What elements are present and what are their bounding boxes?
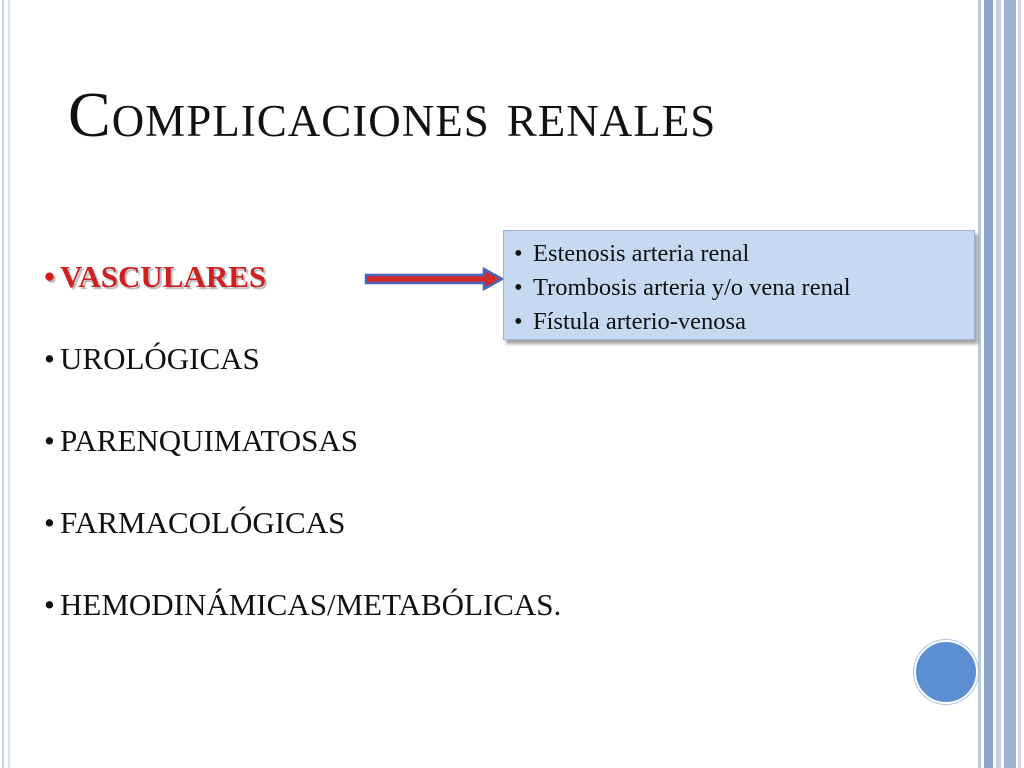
slide-title: Complicaciones renales: [68, 79, 717, 150]
bullet-list: [44, 255, 561, 665]
left-border-line: [2, 0, 4, 768]
right-arrow-icon: [364, 266, 504, 292]
callout-item-label: Estenosis arteria renal: [533, 240, 750, 267]
callout-item: [514, 305, 974, 339]
right-stripe: [996, 0, 1001, 768]
left-border-line: [8, 0, 10, 768]
bullet-label: VASCULARES: [60, 259, 267, 294]
circle-ornament-icon: [914, 640, 978, 704]
arrow-shape: [366, 269, 502, 289]
left-decorative-border: [0, 0, 14, 768]
bullet-marker: •: [44, 423, 55, 458]
callout-item: [514, 237, 974, 271]
bullet-item-urologicas: [44, 337, 561, 419]
bullet-marker: •: [44, 587, 55, 622]
bullet-marker: •: [44, 505, 55, 540]
bullet-label: PARENQUIMATOSAS: [60, 423, 359, 458]
bullet-marker: •: [44, 341, 55, 376]
bullet-marker: •: [514, 274, 523, 301]
bullet-marker: •: [44, 259, 55, 294]
right-stripe: [1018, 0, 1021, 768]
bullet-marker: •: [514, 240, 523, 267]
right-stripe: [984, 0, 993, 768]
right-stripe: [1004, 0, 1016, 768]
callout-list: [514, 237, 974, 339]
bullet-item-farmacologicas: [44, 501, 561, 583]
right-decorative-stripes: [978, 0, 1024, 768]
bullet-label: HEMODINÁMICAS/METABÓLICAS.: [60, 587, 562, 622]
vascular-subtypes-callout: [503, 230, 975, 340]
bullet-label: UROLÓGICAS: [60, 341, 260, 376]
bullet-item-hemodinamicas: [44, 583, 561, 665]
callout-item-label: Fístula arterio-venosa: [533, 308, 746, 335]
callout-item: [514, 271, 974, 305]
bullet-label: FARMACOLÓGICAS: [60, 505, 346, 540]
right-stripe: [978, 0, 981, 768]
bullet-item-parenquimatosas: [44, 419, 561, 501]
bullet-marker: •: [514, 308, 523, 335]
callout-item-label: Trombosis arteria y/o vena renal: [533, 274, 851, 301]
